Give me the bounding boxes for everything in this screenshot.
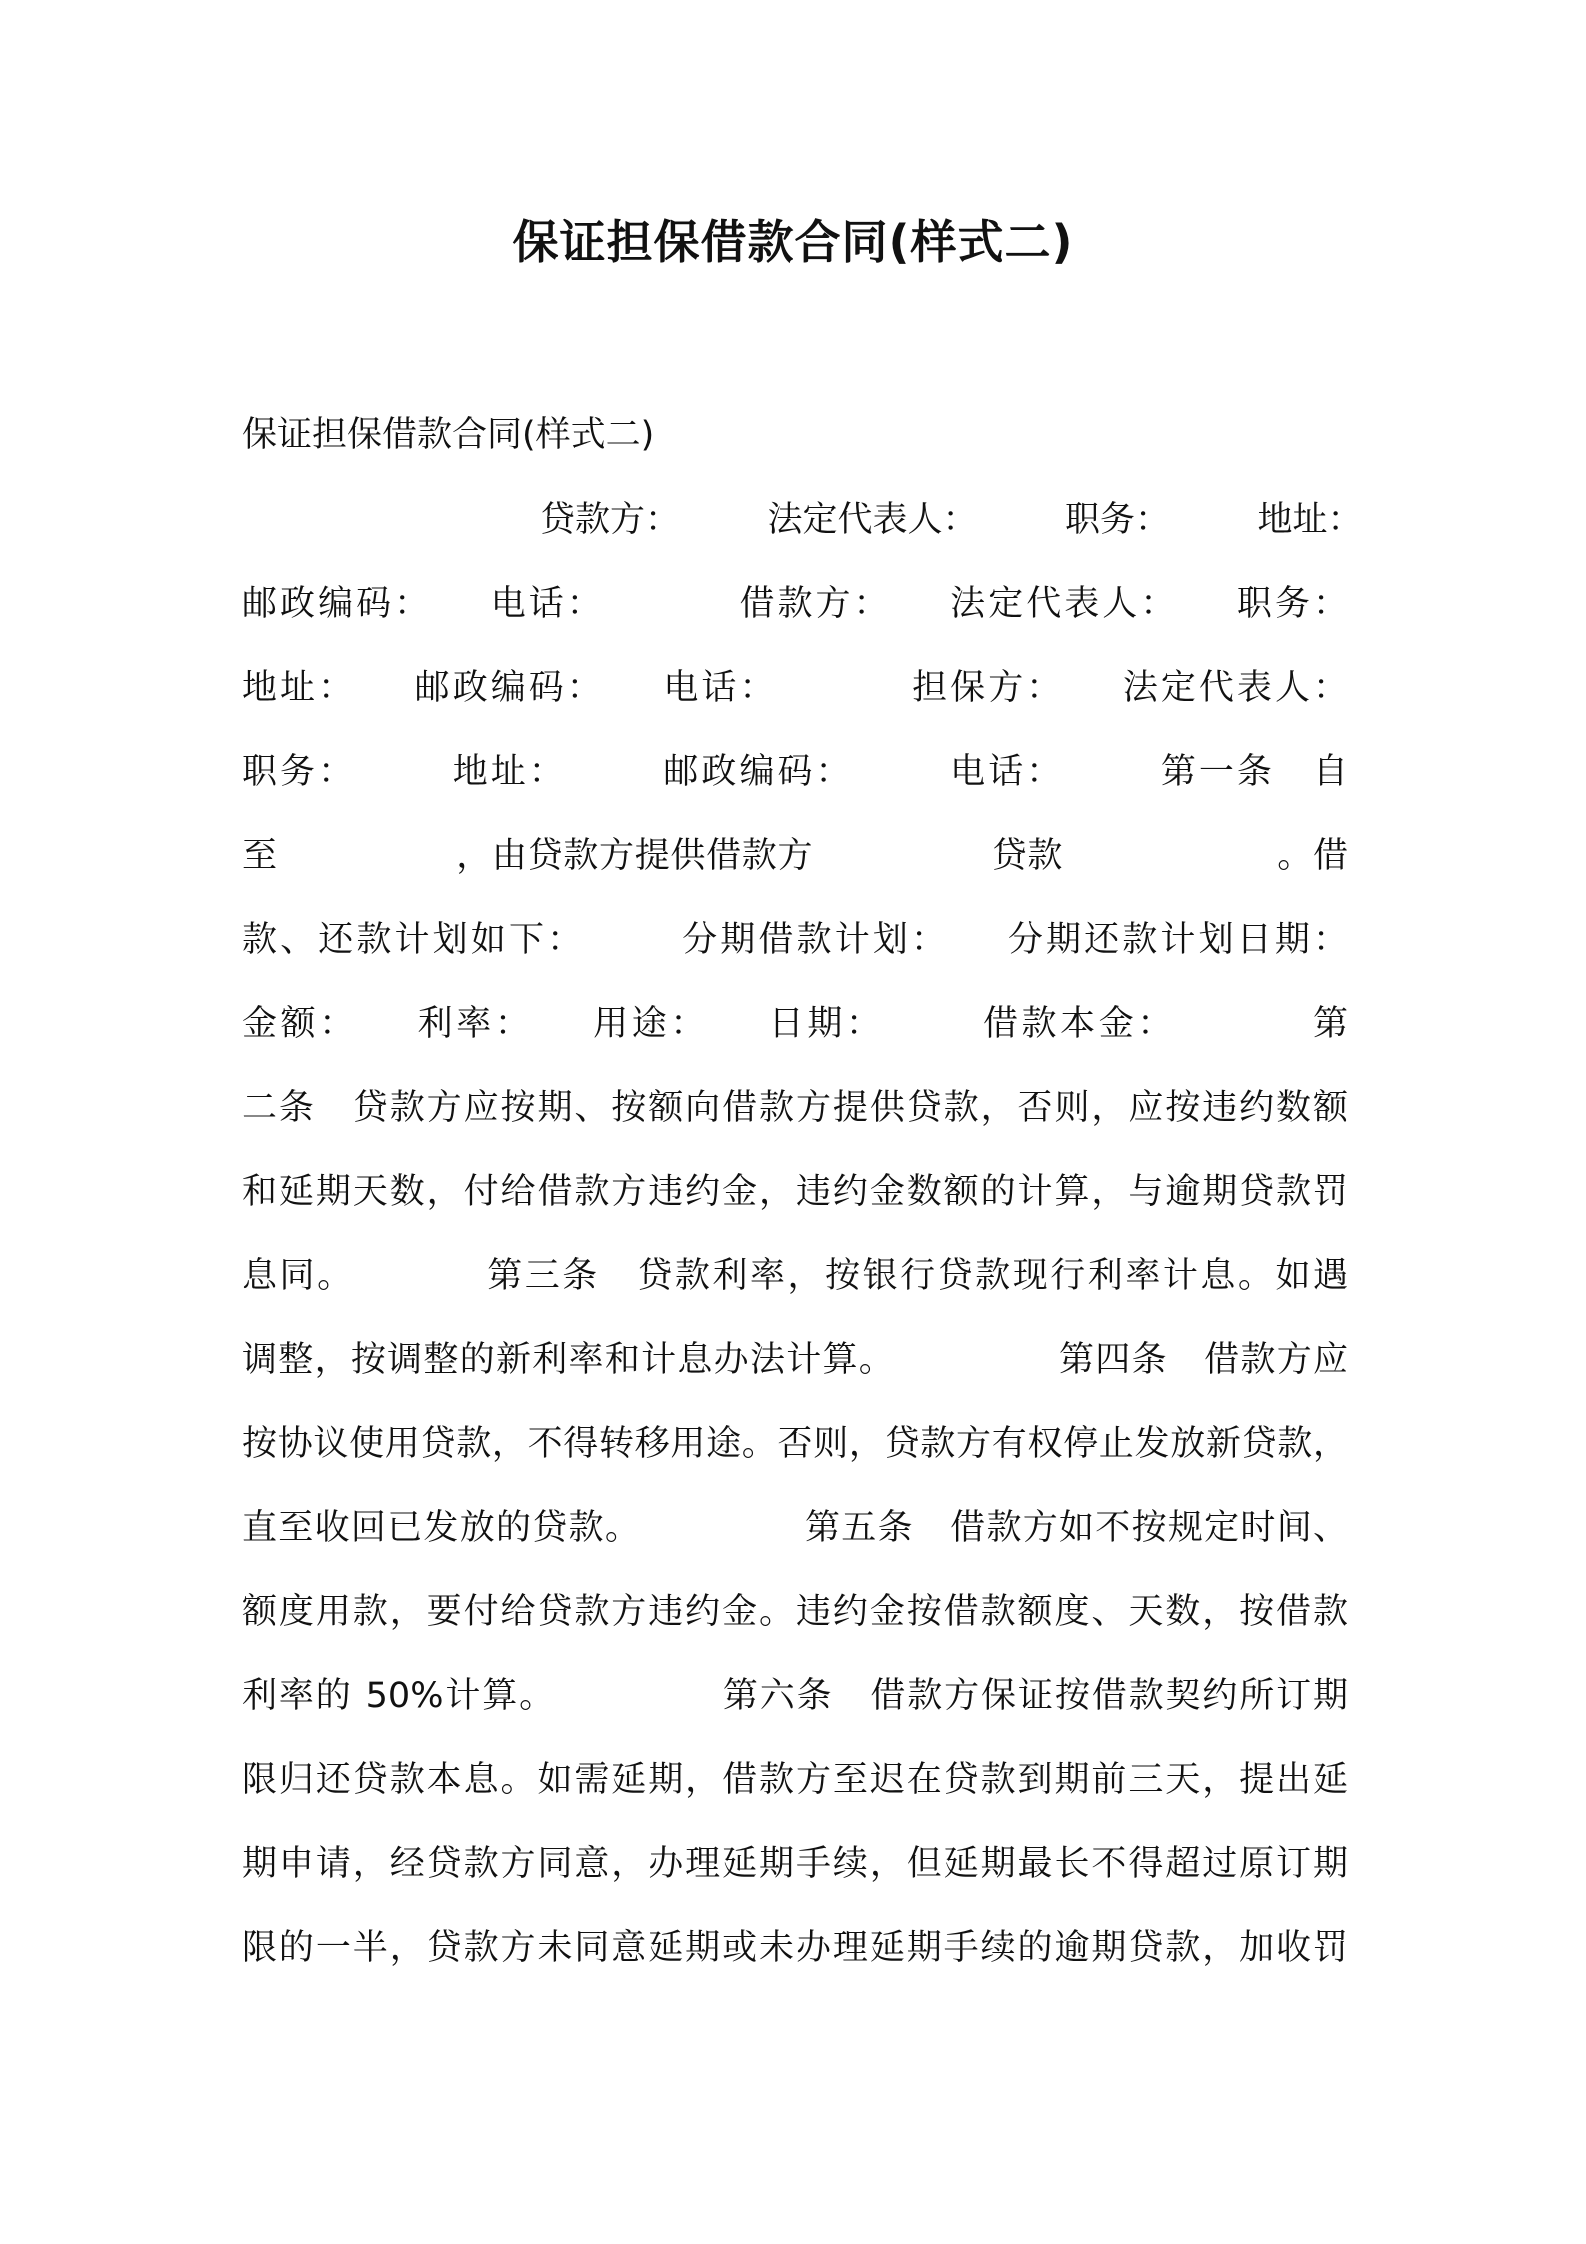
body-line-1: 贷款方： 法定代表人： 职务： 地址： (540, 500, 1363, 540)
body-line-12: 按协议使用贷款，不得转移用途。否则，贷款方有权停止发放新贷款， (242, 1424, 1348, 1464)
body-line-10: 息同。 第三条 贷款利率，按银行贷款现行利率计息。如遇 (242, 1256, 1348, 1296)
document-subtitle: 保证担保借款合同(样式二) (242, 415, 655, 455)
body-line-6: 款、还款计划如下： 分期借款计划： 分期还款计划日期： (242, 920, 1348, 960)
document-title: 保证担保借款合同(样式二) (512, 215, 1074, 269)
body-line-9: 和延期天数，付给借款方违约金，违约金数额的计算，与逾期贷款罚 (242, 1172, 1348, 1212)
body-line-14: 额度用款，要付给贷款方违约金。违约金按借款额度、天数，按借款 (242, 1592, 1348, 1632)
body-line-16: 限归还贷款本息。如需延期，借款方至迟在贷款到期前三天，提出延 (242, 1760, 1348, 1800)
body-line-2: 邮政编码： 电话： 借款方： 法定代表人： 职务： (242, 584, 1348, 624)
body-line-15: 利率的 50%计算。 第六条 借款方保证按借款契约所订期 (242, 1676, 1348, 1716)
body-line-4: 职务： 地址： 邮政编码： 电话： 第一条 自 (242, 752, 1348, 792)
body-line-7: 金额： 利率： 用途： 日期： 借款本金： 第 (242, 1004, 1348, 1044)
body-line-18: 限的一半，贷款方未同意延期或未办理延期手续的逾期贷款，加收罚 (242, 1928, 1348, 1968)
body-line-5: 至 ，由贷款方提供借款方 贷款 。借 (242, 836, 1348, 876)
body-line-3: 地址： 邮政编码： 电话： 担保方： 法定代表人： (242, 668, 1348, 708)
body-line-17: 期申请，经贷款方同意，办理延期手续，但延期最长不得超过原订期 (242, 1844, 1348, 1884)
body-line-13: 直至收回已发放的贷款。 第五条 借款方如不按规定时间、 (242, 1508, 1348, 1548)
body-line-8: 二条 贷款方应按期、按额向借款方提供贷款，否则，应按违约数额 (242, 1088, 1348, 1128)
body-line-11: 调整，按调整的新利率和计息办法计算。 第四条 借款方应 (242, 1340, 1348, 1380)
